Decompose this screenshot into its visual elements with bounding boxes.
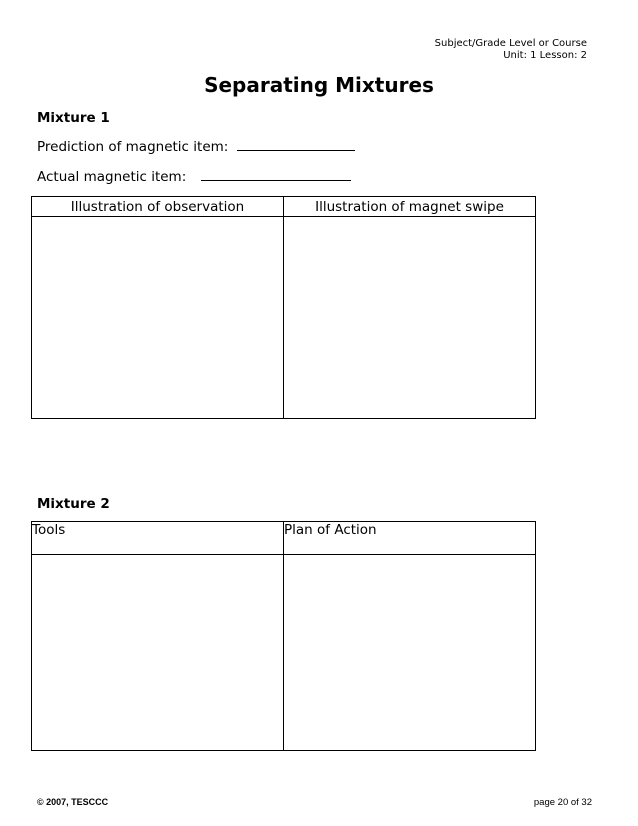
tools-writing-area[interactable] xyxy=(32,555,284,751)
magnet-swipe-column-header: Illustration of magnet swipe xyxy=(284,197,536,217)
course-header xyxy=(435,38,587,62)
tools-column-header: Tools xyxy=(32,522,284,555)
mixture-2-heading: Mixture 2 xyxy=(37,496,110,512)
magnet-swipe-drawing-area[interactable] xyxy=(284,217,536,419)
actual-field xyxy=(37,166,351,185)
observation-drawing-area[interactable] xyxy=(32,217,284,419)
subject-label: Subject/Grade Level or Course xyxy=(434,38,587,49)
plan-of-action-writing-area[interactable] xyxy=(284,555,536,751)
mixture-2-table xyxy=(31,521,536,751)
copyright-footer: © 2007, TESCCC xyxy=(37,797,109,807)
prediction-label: Prediction of magnetic item: xyxy=(37,139,229,155)
prediction-field xyxy=(37,136,355,155)
actual-label: Actual magnetic item: xyxy=(37,169,187,185)
page-title: Separating Mixtures xyxy=(204,73,434,97)
mixture-1-heading: Mixture 1 xyxy=(37,110,110,126)
prediction-blank[interactable] xyxy=(237,136,355,151)
page-number: page 20 of 32 xyxy=(533,797,592,808)
observation-column-header: Illustration of observation xyxy=(32,197,284,217)
unit-lesson-label: Unit: 1 Lesson: 2 xyxy=(503,50,587,61)
plan-of-action-column-header: Plan of Action xyxy=(284,522,536,555)
mixture-1-table xyxy=(31,196,536,419)
actual-blank[interactable] xyxy=(201,166,351,181)
